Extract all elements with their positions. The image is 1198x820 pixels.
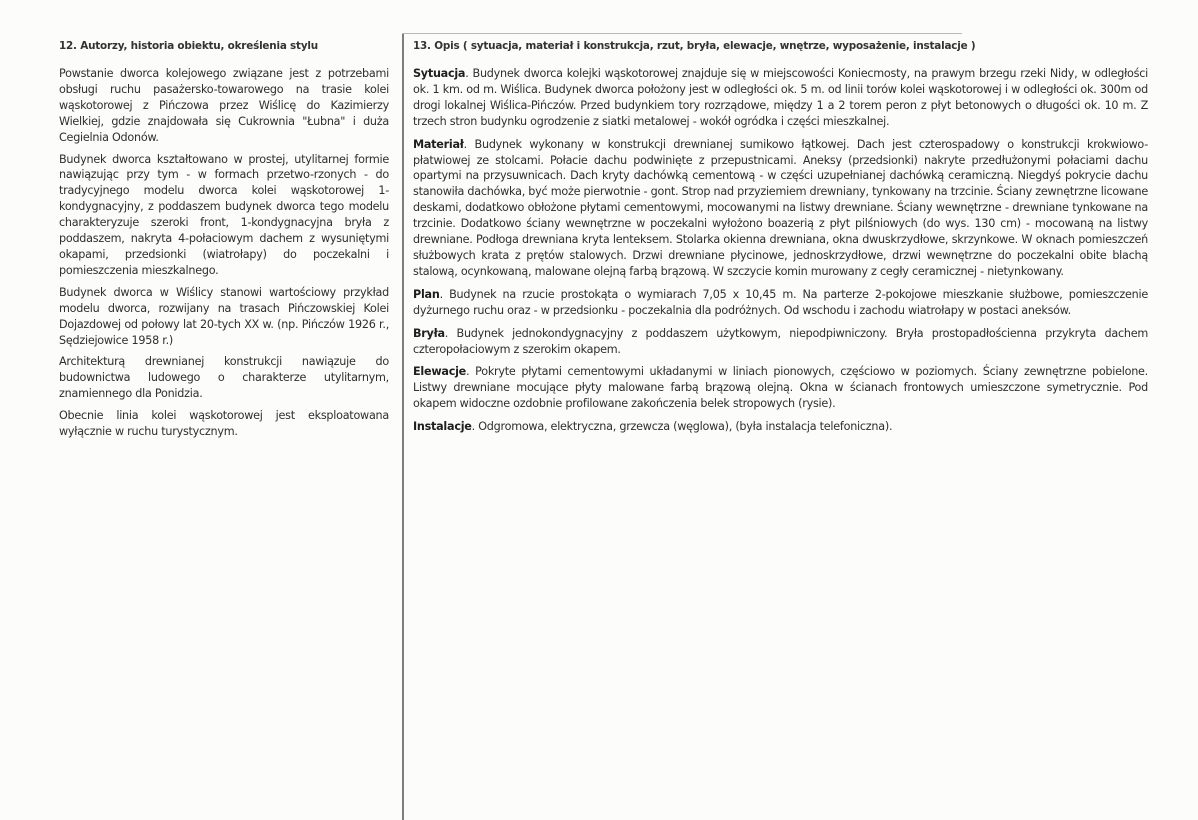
sytuacja-text: . Budynek dworca kolejki wąskotorowej znajduje się w miejscowości Koniecmosty, na prawym brzegu rzeki Nidy, w odległości ok. 1 km. od m. Wiślica. Budynek dworca położony jest w odległości ok. 5 m. od linii torów kolei wąskotorowej i w odległości ok. 300m od drogi lokalnej Wiślica-Pińczów. Przed budynkiem tory rozrządowe, między 1 a 2 torem peron z płyt betonowych o długości ok. 10 m. Z trzech stron budynku ogrodzenie z siatki metalowej - wokół ogródka i części mieszkalnej. — [413, 67, 1148, 128]
plan-text: . Budynek na rzucie prostokąta o wymiarach 7,05 x 10,45 m. Na parterze 2-pokojowe mieszkanie służbowe, pomieszczenie dyżurnego ruchu oraz - w przedsionku - poczekalnia dla podróżnych. Od wschodu i zachodu wiatrołapy w postaci aneksów. — [413, 287, 1148, 317]
instalacje-label: Instalacje — [413, 420, 472, 434]
section-13-heading: 13. Opis ( sytuacja, materiał i konstrukcja, rzut, bryła, elewacje, wnętrze, wyposażenie, instalacje ) — [413, 40, 976, 52]
section-12-heading: 12. Autorzy, historia obiektu, określenia stylu — [59, 40, 318, 52]
description-bryla — [413, 326, 1148, 358]
description-sytuacja — [413, 66, 1148, 130]
section-12-column — [59, 40, 389, 446]
history-paragraph-5: Obecnie linia kolei wąskotorowej jest eksploatowana wyłącznie w ruchu turystycznym. — [59, 409, 389, 439]
elewacje-label: Elewacje — [413, 365, 467, 379]
description-elewacje — [413, 364, 1148, 412]
description-instalacje — [413, 419, 1148, 435]
top-rule — [402, 33, 962, 34]
description-plan — [413, 287, 1148, 319]
description-material — [413, 137, 1148, 280]
material-label: Materiał — [413, 137, 464, 151]
material-text: . Budynek wykonany w konstrukcji drewnianej sumikowo łątkowej. Dach jest czterospadowy o konstrukcji krokwiowo-płatwiowej ze stolcami. Połacie dachu podwinięte z przepustnicami. Aneksy (przedsionki) nakryte przedłużonymi połaciami dachu opartymi na przysuwnicach. Dach kryty dachówką cementową - w części uzupełnianej dachówką ceramiczną. Niegdyś pokrycie dachu stanowiła dachówka, być może pierwotnie - gont. Strop nad przyziemiem drewniany, tynkowany na trzcinie. Ściany zewnętrzne licowane deskami, dodatkowo obłożone płytami cementowymi, mocowanymi na listwy drewniane. Ściany wewnętrzne - drewniane tynkowane na trzcinie. Dodatkowo ściany wewnętrzne w poczekalni wyłożono boazerią z płyt pilśniowych (do wys. 130 cm) - mocowaną na listwy drewniane. Podłoga drewniana kryta lenteksem. Stolarka okienna drewniana, okna dwuskrzydłowe, skrzynkowe. W oknach pomieszczeń służbowych krata z prętów stalowych. Drzwi drewniane płycinowe, jednoskrzydłowe, drzwi wewnętrzne do poczekalni obite blachą stalową, ocynkowaną, malowane olejną farbą brązową. W szczycie komin murowany z cegły ceramicznej - nietynkowany. — [413, 137, 1148, 278]
history-paragraph-3: Budynek dworca w Wiślicy stanowi wartościowy przykład modelu dworca, rozwijany na trasach Pińczowskiej Kolei Dojazdowej od połowy lat 20-tych XX w. (np. Pińczów 1926 r., Sędziejowice 1958 r.) — [59, 285, 389, 347]
sytuacja-label: Sytuacja — [413, 67, 466, 80]
bryla-text: . Budynek jednokondygnacyjny z poddaszem użytkowym, niepodpiwniczony. Bryła prostopadłościenna przykryta dachem czteropołaciowym z szerokim okapem. — [413, 326, 1148, 356]
instalacje-text: . Odgromowa, elektryczna, grzewcza (węglowa), (była instalacja telefoniczna). — [471, 420, 893, 434]
history-paragraph-1: Powstanie dworca kolejowego związane jest z potrzebami obsługi ruchu pasażersko-towarowego na trasie kolei wąskotorowej z Pińczowa przez Wiślicę do Kazimierzy Wielkiej, gdzie znajdowała się Cukrownia "Łubna" i duża Cegielnia Odonów. — [59, 67, 389, 144]
column-divider — [402, 34, 404, 820]
bryla-label: Bryła — [413, 326, 445, 340]
history-paragraph-4: Architekturą drewnianej konstrukcji nawiązuje do budownictwa ludowego o charakterze utylitarnym, znamiennego dla Ponidzia. — [59, 355, 389, 401]
elewacje-text: . Pokryte płytami cementowymi układanymi w liniach pionowych, częściowo w poziomych. Ściany zewnętrzne pobielone. Listwy drewniane mocujące płyty malowane farbą brązową olejną. Okna w ścianach frontowych umieszczone symetrycznie. Pod okapem widoczne ozdobnie profilowane zakończenia belek stropowych (rysie). — [413, 365, 1148, 411]
section-13-column — [413, 40, 1148, 442]
history-paragraph-2: Budynek dworca kształtowano w prostej, utylitarnej formie nawiązując przy tym - w formach przetwo-rzonych - do tradycyjnego modelu dworca kolei wąskotorowej 1-kondygnacyjny, z poddaszem budynek dworca tego modelu charakteryzuje szeroki front, 1-kondygnacyjna bryła z poddaszem, nakryta 4-połaciowym dachem z wysuniętymi okapami, przedsionki (wiatrołapy) do poczekalni i pomieszczenia mieszkalnego. — [59, 152, 389, 277]
plan-label: Plan — [413, 287, 440, 301]
